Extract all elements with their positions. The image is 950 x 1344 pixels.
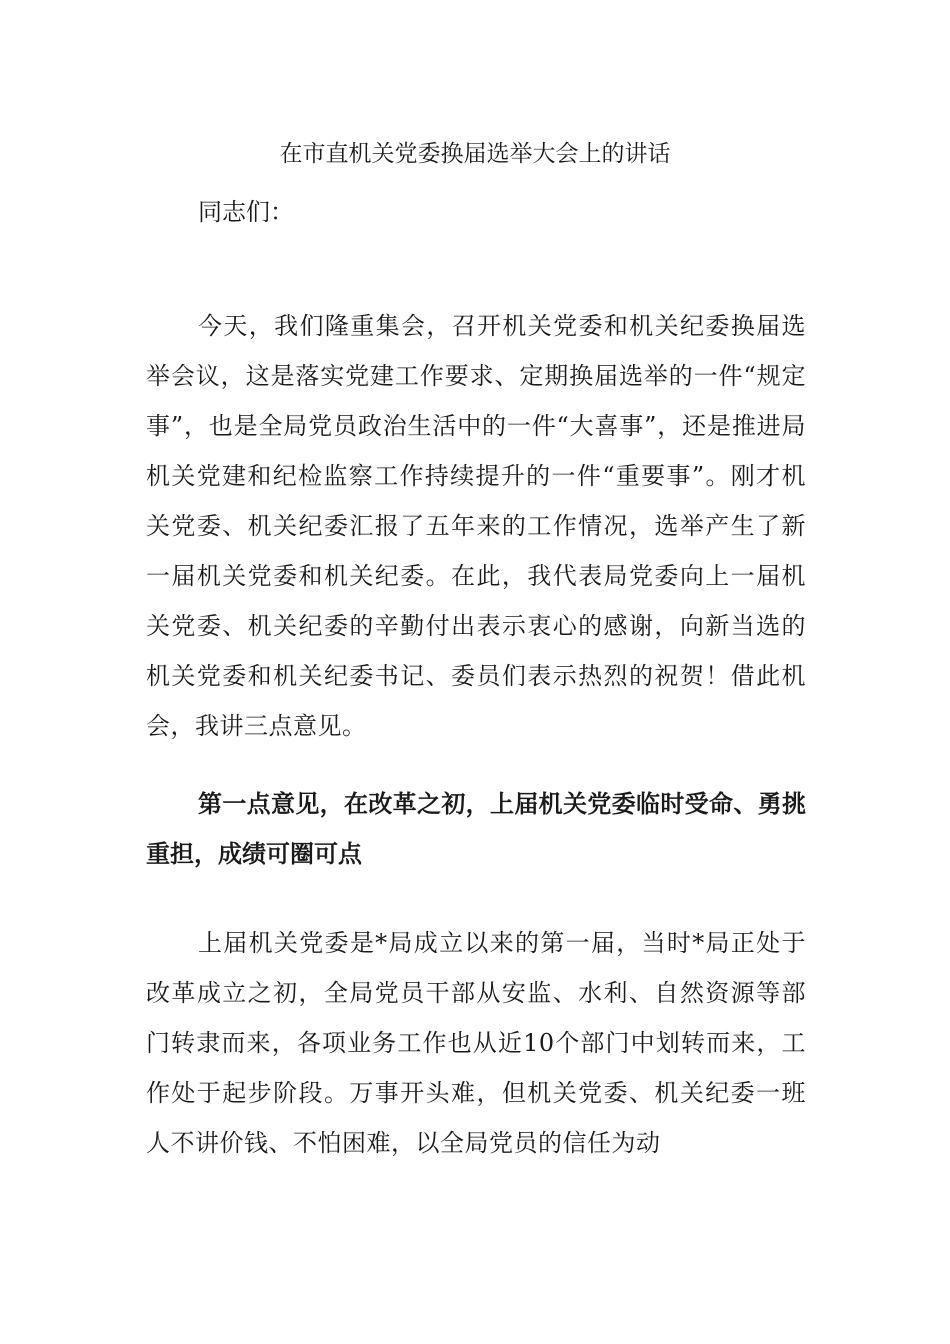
- section-1-heading: 第一点意见，在改革之初，上届机关党委临时受命、勇挑重担，成绩可圈可点: [146, 789, 806, 868]
- salutation: 同志们：: [198, 198, 294, 226]
- document-title: 在市直机关党委换届选举大会上的讲话: [279, 141, 671, 167]
- section-1-paragraph: 上届机关党委是*局成立以来的第一届，当时*局正处于改革成立之初，全局党员干部从安监、水利、自然资源等部门转隶而来，各项业务工作也从近10个部门中划转而来，工作处于起步阶段。万事开头难，但机关党委、机关纪委一班人不讲价钱、不怕困难，以全局党员的信任为动: [146, 929, 806, 1157]
- opening-paragraph: 今天，我们隆重集会，召开机关党委和机关纪委换届选举会议，这是落实党建工作要求、定期换届选举的一件“规定事”，也是全局党员政治生活中的一件“大喜事”，还是推进局机关党建和纪检监察工作持续提升的一件“重要事”。刚才机关党委、机关纪委汇报了五年来的工作情况，选举产生了新一届机关党委和机关纪委。在此，我代表局党委向上一届机关党委、机关纪委的辛勤付出表示衷心的感谢，向新当选的机关党委和机关纪委书记、委员们表示热烈的祝贺！借此机会，我讲三点意见。: [146, 312, 806, 740]
